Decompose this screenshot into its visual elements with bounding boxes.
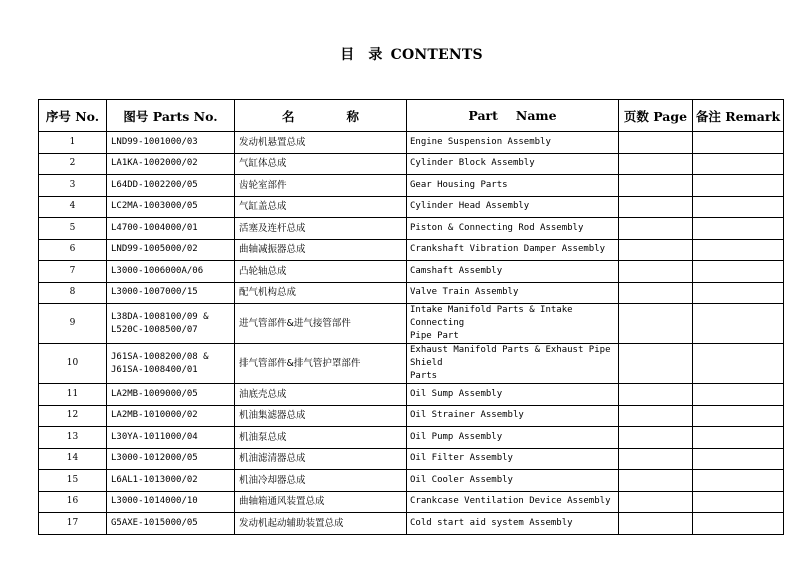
cell-parts-no xyxy=(107,304,235,344)
parts-no-line: J61SA-1008200/08 & xyxy=(111,351,209,362)
cell-page xyxy=(619,448,693,470)
cell-name-cn: 气缸体总成 xyxy=(235,153,407,175)
cell-name-cn: 排气管部件&排气管护罩部件 xyxy=(235,344,407,384)
cell-part-name xyxy=(407,470,619,492)
cell-parts-no xyxy=(107,153,235,175)
part-name-line: Cylinder Block Assembly xyxy=(410,158,535,169)
part-name-line: Gear Housing Parts xyxy=(410,179,508,190)
cell-name-cn: 配气机构总成 xyxy=(235,282,407,304)
cell-part-name xyxy=(407,196,619,218)
header-name-cn xyxy=(235,100,407,132)
part-name-line: Engine Suspension Assembly xyxy=(410,136,551,147)
parts-no-line: L4700-1004000/01 xyxy=(111,222,198,233)
parts-no-line: LA2MB-1009000/05 xyxy=(111,388,198,399)
cell-seq: 5 xyxy=(39,218,107,240)
cell-remark xyxy=(693,282,784,304)
cell-seq: 8 xyxy=(39,282,107,304)
part-name-line: Cold start aid system Assembly xyxy=(410,517,573,528)
cell-seq: 2 xyxy=(39,153,107,175)
cell-seq: 17 xyxy=(39,513,107,535)
part-name-line: Oil Sump Assembly xyxy=(410,388,503,399)
cell-seq: 4 xyxy=(39,196,107,218)
table-row xyxy=(39,132,784,154)
cell-page xyxy=(619,384,693,406)
part-name-line: Oil Cooler Assembly xyxy=(410,474,513,485)
cell-remark xyxy=(693,132,784,154)
part-name-line: Valve Train Assembly xyxy=(410,287,519,298)
table-row xyxy=(39,405,784,427)
cell-page xyxy=(619,470,693,492)
cell-remark xyxy=(693,470,784,492)
cell-parts-no xyxy=(107,448,235,470)
parts-no-line: L3000-1007000/15 xyxy=(111,287,198,298)
part-name-line: Parts xyxy=(410,371,438,381)
cell-part-name xyxy=(407,405,619,427)
cell-page xyxy=(619,196,693,218)
cell-part-name xyxy=(407,218,619,240)
cell-part-name xyxy=(407,239,619,261)
cell-part-name xyxy=(407,513,619,535)
cell-seq: 12 xyxy=(39,405,107,427)
table-row xyxy=(39,175,784,197)
cell-name-cn: 曲轴箱通风装置总成 xyxy=(235,491,407,513)
cell-page xyxy=(619,132,693,154)
cell-seq: 16 xyxy=(39,491,107,513)
cell-part-name xyxy=(407,261,619,283)
table-row xyxy=(39,218,784,240)
cell-seq: 15 xyxy=(39,470,107,492)
parts-no-line: L30YA-1011000/04 xyxy=(111,431,198,442)
cell-part-name xyxy=(407,491,619,513)
cell-seq: 13 xyxy=(39,427,107,449)
parts-no-line: L6AL1-1013000/02 xyxy=(111,474,198,485)
table-row xyxy=(39,304,784,344)
cell-name-cn: 曲轴减振器总成 xyxy=(235,239,407,261)
cell-page xyxy=(619,261,693,283)
table-row xyxy=(39,427,784,449)
cell-page xyxy=(619,491,693,513)
header-row xyxy=(39,100,784,132)
header-part-name xyxy=(407,100,619,132)
part-name-line: Pipe Part xyxy=(410,331,459,341)
part-name-line: Crankcase Ventilation Device Assembly xyxy=(410,496,611,507)
cell-page xyxy=(619,405,693,427)
parts-no-line: LND99-1001000/03 xyxy=(111,136,198,147)
parts-no-line: LC2MA-1003000/05 xyxy=(111,201,198,212)
cell-name-cn: 发动机悬置总成 xyxy=(235,132,407,154)
cell-parts-no xyxy=(107,344,235,384)
cell-seq: 6 xyxy=(39,239,107,261)
part-name-line: Cylinder Head Assembly xyxy=(410,201,530,212)
contents-table xyxy=(38,99,784,535)
part-name-line: Oil Pump Assembly xyxy=(410,431,503,442)
cell-remark xyxy=(693,427,784,449)
cell-name-cn: 齿轮室部件 xyxy=(235,175,407,197)
cell-part-name xyxy=(407,304,619,344)
cell-seq: 3 xyxy=(39,175,107,197)
cell-parts-no xyxy=(107,427,235,449)
table-row xyxy=(39,513,784,535)
cell-parts-no xyxy=(107,175,235,197)
parts-no-line: L64DD-1002200/05 xyxy=(111,179,198,190)
cell-parts-no xyxy=(107,282,235,304)
parts-no-line: LND99-1005000/02 xyxy=(111,244,198,255)
cell-page xyxy=(619,304,693,344)
cell-parts-no xyxy=(107,132,235,154)
cell-name-cn: 进气管部件&进气接管部件 xyxy=(235,304,407,344)
part-name-line: Oil Filter Assembly xyxy=(410,453,513,464)
cell-name-cn: 发动机起动辅助装置总成 xyxy=(235,513,407,535)
part-name-line: Camshaft Assembly xyxy=(410,265,503,276)
header-part-name-1: Part xyxy=(468,108,498,123)
cell-parts-no xyxy=(107,405,235,427)
cell-part-name xyxy=(407,384,619,406)
header-seq: 序号 No. xyxy=(39,100,107,132)
cell-parts-no xyxy=(107,196,235,218)
table-row xyxy=(39,491,784,513)
header-page: 页数 Page xyxy=(619,100,693,132)
cell-page xyxy=(619,427,693,449)
cell-parts-no xyxy=(107,384,235,406)
cell-remark xyxy=(693,153,784,175)
cell-remark xyxy=(693,218,784,240)
cell-name-cn: 气缸盖总成 xyxy=(235,196,407,218)
parts-no-line: L3000-1014000/10 xyxy=(111,496,198,507)
cell-remark xyxy=(693,239,784,261)
cell-page xyxy=(619,344,693,384)
table-row xyxy=(39,448,784,470)
cell-name-cn: 凸轮轴总成 xyxy=(235,261,407,283)
part-name-line: Exhaust Manifold Parts & Exhaust Pipe Shield xyxy=(410,345,611,368)
cell-parts-no xyxy=(107,513,235,535)
cell-parts-no xyxy=(107,491,235,513)
parts-no-line: L520C-1008500/07 xyxy=(111,324,198,335)
table-body xyxy=(39,132,784,535)
cell-page xyxy=(619,175,693,197)
title-cn-1: 目 xyxy=(340,47,355,63)
cell-part-name xyxy=(407,153,619,175)
header-remark: 备注 Remark xyxy=(693,100,784,132)
parts-no-line: L3000-1006000A/06 xyxy=(111,265,204,276)
cell-part-name xyxy=(407,448,619,470)
table-row xyxy=(39,239,784,261)
cell-remark xyxy=(693,261,784,283)
cell-page xyxy=(619,513,693,535)
cell-remark xyxy=(693,513,784,535)
page-title xyxy=(0,44,793,64)
cell-seq: 9 xyxy=(39,304,107,344)
table-row xyxy=(39,384,784,406)
cell-page xyxy=(619,218,693,240)
cell-page xyxy=(619,153,693,175)
header-name-cn-2: 称 xyxy=(346,108,360,124)
cell-parts-no xyxy=(107,261,235,283)
table-row xyxy=(39,196,784,218)
table-row xyxy=(39,344,784,384)
cell-name-cn: 机油集滤器总成 xyxy=(235,405,407,427)
cell-parts-no xyxy=(107,470,235,492)
cell-remark xyxy=(693,405,784,427)
cell-part-name xyxy=(407,427,619,449)
header-name-cn-1: 名 xyxy=(281,108,295,124)
cell-seq: 11 xyxy=(39,384,107,406)
cell-page xyxy=(619,282,693,304)
parts-no-line: LA2MB-1010000/02 xyxy=(111,410,198,421)
parts-no-line: J61SA-1008400/01 xyxy=(111,364,198,375)
cell-remark xyxy=(693,448,784,470)
cell-name-cn: 机油冷却器总成 xyxy=(235,470,407,492)
cell-seq: 1 xyxy=(39,132,107,154)
table-row xyxy=(39,282,784,304)
table-row xyxy=(39,470,784,492)
cell-page xyxy=(619,239,693,261)
cell-name-cn: 活塞及连杆总成 xyxy=(235,218,407,240)
parts-no-line: G5AXE-1015000/05 xyxy=(111,517,198,528)
title-en: CONTENTS xyxy=(390,47,483,63)
header-parts-no: 图号 Parts No. xyxy=(107,100,235,132)
cell-parts-no xyxy=(107,218,235,240)
table-row xyxy=(39,261,784,283)
cell-seq: 10 xyxy=(39,344,107,384)
cell-remark xyxy=(693,196,784,218)
title-cn-2: 录 xyxy=(368,47,383,63)
parts-no-line: LA1KA-1002000/02 xyxy=(111,158,198,169)
cell-name-cn: 油底壳总成 xyxy=(235,384,407,406)
parts-no-line: L38DA-1008100/09 & xyxy=(111,311,209,322)
cell-part-name xyxy=(407,175,619,197)
cell-part-name xyxy=(407,282,619,304)
cell-remark xyxy=(693,491,784,513)
cell-parts-no xyxy=(107,239,235,261)
cell-part-name xyxy=(407,344,619,384)
cell-part-name xyxy=(407,132,619,154)
table-row xyxy=(39,153,784,175)
cell-name-cn: 机油泵总成 xyxy=(235,427,407,449)
header-part-name-2: Name xyxy=(515,108,557,123)
cell-seq: 14 xyxy=(39,448,107,470)
part-name-line: Piston & Connecting Rod Assembly xyxy=(410,222,584,233)
part-name-line: Intake Manifold Parts & Intake Connecting xyxy=(410,305,573,328)
cell-remark xyxy=(693,384,784,406)
parts-no-line: L3000-1012000/05 xyxy=(111,453,198,464)
part-name-line: Oil Strainer Assembly xyxy=(410,410,524,421)
cell-remark xyxy=(693,344,784,384)
cell-name-cn: 机油滤清器总成 xyxy=(235,448,407,470)
cell-remark xyxy=(693,304,784,344)
part-name-line: Crankshaft Vibration Damper Assembly xyxy=(410,244,606,255)
cell-seq: 7 xyxy=(39,261,107,283)
cell-remark xyxy=(693,175,784,197)
